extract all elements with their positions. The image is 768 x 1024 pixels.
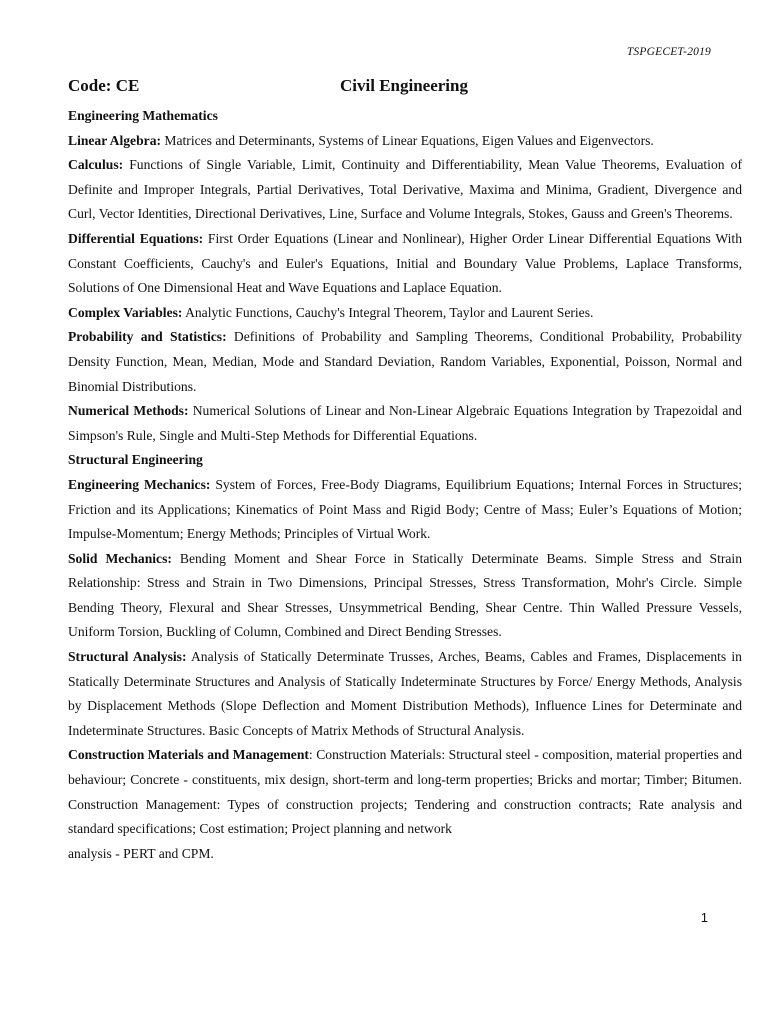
topic-label: Probability and Statistics: <box>68 329 227 345</box>
topic-label: Structural Analysis: <box>68 649 187 665</box>
topic-text: Definitions of Probability and Sampling Theorems, Conditional Probability, Probability Density Function, Mean, Median, Mode and Standard Deviation, Random Variables, Exponential, Poisson, Normal and Binomial Distributions. <box>68 329 742 394</box>
topic-numerical-methods <box>68 399 742 448</box>
topic-complex-variables <box>68 301 742 326</box>
topic-label: Engineering Mechanics: <box>68 476 211 492</box>
topic-text: Functions of Single Variable, Limit, Continuity and Differentiability, Mean Value Theorems, Evaluation of Definite and Improper Integrals, Partial Derivatives, Total Derivative, Maxima and Minima, Gradient, Divergence and Curl, Vector Identities, Directional Derivatives, Line, Surface and Volume Integrals, Stokes, Gauss and Green's Theorems. <box>68 157 742 222</box>
course-code: Code: CE <box>68 76 140 95</box>
topic-label: Calculus: <box>68 157 124 173</box>
topic-text: Analysis of Statically Determinate Trusses, Arches, Beams, Cables and Frames, Displacements in Statically Determinate Structures and Analysis of Statically Indeterminate Structures by Force/ Energy Methods, Analysis by Displacement Methods (Slope Deflection and Moment Distribution Methods), Influence Lines for Determinate and Indeterminate Structures. Basic Concepts of Matrix Methods of Structural Analysis. <box>68 649 742 738</box>
page-number: 1 <box>700 910 708 925</box>
topic-text: First Order Equations (Linear and Nonlinear), Higher Order Linear Differential Equations With Constant Coefficients, Cauchy's and Euler's Equations, Initial and Boundary Value Problems, Laplace Transforms, Solutions of One Dimensional Heat and Wave Equations and Laplace Equation. <box>68 230 742 296</box>
topic-construction-tail: analysis - PERT and CPM. <box>68 845 214 861</box>
topic-linear-algebra <box>68 129 742 154</box>
topic-calculus <box>68 153 742 227</box>
topic-text: Matrices and Determinants, Systems of Linear Equations, Eigen Values and Eigenvectors. <box>161 132 654 148</box>
title-row <box>68 76 708 100</box>
topic-label: Construction Materials and Management <box>68 747 309 763</box>
subject-title: Civil Engineering <box>340 76 468 95</box>
topic-probability-statistics <box>68 325 742 399</box>
topic-label: Solid Mechanics: <box>68 550 172 566</box>
syllabus-content <box>68 104 742 866</box>
topic-solid-mechanics <box>68 547 742 645</box>
exam-tag: TSPGECET-2019 <box>626 46 711 58</box>
topic-text: System of Forces, Free-Body Diagrams, Equilibrium Equations; Internal Forces in Structures; Friction and its Applications; Kinematics of Point Mass and Rigid Body; Centre of Mass; Euler’s Equations of Motion; Impulse-Momentum; Energy Methods; Principles of Virtual Work. <box>68 476 742 542</box>
topic-structural-analysis <box>68 645 742 743</box>
topic-label: Linear Algebra: <box>68 132 162 148</box>
topic-text: Numerical Solutions of Linear and Non-Linear Algebraic Equations Integration by Trapezoidal and Simpson's Rule, Single and Multi-Step Methods for Differential Equations. <box>68 403 742 443</box>
topic-engineering-mechanics <box>68 473 742 547</box>
topic-text: Bending Moment and Shear Force in Statically Determinate Beams. Simple Stress and Strain Relationship: Stress and Strain in Two Dimensions, Principal Stresses, Stress Transformation, Mohr's Circle. Simple Bending Theory, Flexural and Shear Stresses, Unsymmetrical Bending, Shear Centre. Thin Walled Pressure Vessels, Uniform Torsion, Buckling of Column, Combined and Direct Bending Stresses. <box>68 550 742 640</box>
section-heading-engineering-mathematics: Engineering Mathematics <box>68 108 218 123</box>
topic-differential-equations <box>68 227 742 301</box>
section-heading-structural-engineering: Structural Engineering <box>68 452 203 468</box>
topic-text: Analytic Functions, Cauchy's Integral Theorem, Taylor and Laurent Series. <box>182 304 594 320</box>
topic-construction-materials-management <box>68 743 742 841</box>
topic-text: : Construction Materials: Structural steel - composition, material properties and behaviour; Concrete - constituents, mix design, short-term and long-term properties; Bricks and mortar; Timber; Bitumen. Construction Management: Types of construction projects; Tendering and construction contracts; Rate analysis and standard specifications; Cost estimation; Project planning and network <box>68 747 743 837</box>
topic-label: Differential Equations: <box>68 230 204 246</box>
topic-label: Complex Variables: <box>68 304 183 320</box>
topic-label: Numerical Methods: <box>68 403 189 419</box>
